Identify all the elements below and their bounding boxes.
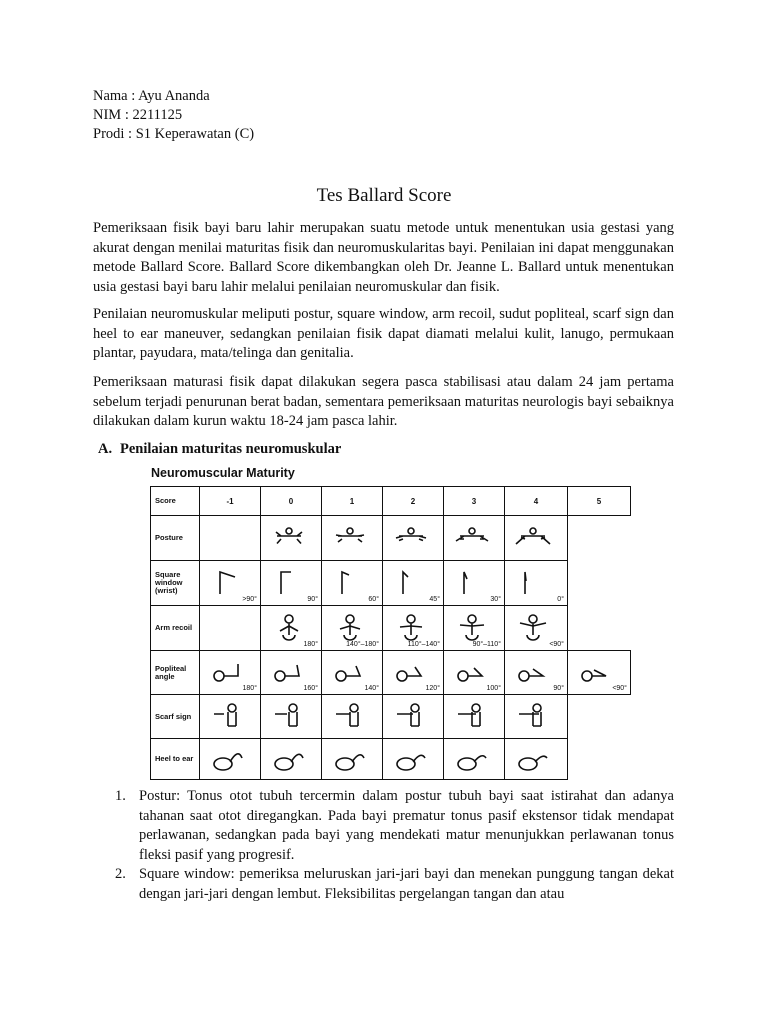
score-label: Score [155,496,176,505]
wrist-icon [452,566,492,596]
angle-label: 180° [303,641,318,648]
paragraph-timing: Pemeriksaan maturasi fisik dapat dilakukan segera pasca stabilisasi atau dalam 24 jam pertama sebelum terjadi penurunan berat badan, sementara pemeriksaan maturitas neurologis bayi sebaiknya dilakukan dalam kurun waktu 18-24 jam pasca lahir. [93,374,674,429]
row-label: Arm recoil [155,623,193,632]
score-column-header [505,487,568,516]
posture-icon [269,521,309,551]
angle-label: 45° [429,596,440,603]
score-value: 5 [596,496,602,506]
figure-cell [322,561,383,606]
section-title: Penilaian maturitas neuromuskular [120,441,342,457]
score-value: 4 [533,496,539,506]
table-row [151,606,631,651]
figure-cell [200,516,261,561]
table-row [151,516,631,561]
figure-cell [383,651,444,695]
student-nim: NIM : 2211125 [93,107,183,123]
table-row [151,651,631,695]
figure-cell [505,695,568,739]
score-header-cell [151,487,200,516]
list-number: 2. [115,866,126,882]
paragraph-neuromuscular: Penilaian neuromuskular meliputi postur, square window, arm recoil, sudut popliteal, scarf sign dan heel to ear maneuver, sedangkan penilaian fisik dapat diamati melalui kulit, lanugo, permukaan plantar, payudara, mata/telinga dan genitalia. [93,306,674,361]
figure-cell [200,561,261,606]
score-column-header [322,487,383,516]
angle-label: 140° [364,685,379,692]
paragraph-intro: Pemeriksaan fisik bayi baru lahir merupakan suatu metode untuk menentukan usia gestasi yang akurat dengan menilai maturitas fisik dan neuromuskularitas bayi. Penilaian ini dapat menggunakan metode Ballard Score. Ballard Score dikembangkan oleh Dr. Jeanne L. Ballard untuk menentukan usia gestasi bayi baru lahir melalui penilaian neuromuskular dan fisik. [93,220,674,295]
figure-cell [505,561,568,606]
scarf-icon [391,700,431,730]
figure-cell [505,739,568,780]
score-column-header [200,487,261,516]
row-label: Heel to ear [155,754,194,763]
arm-recoil-icon [330,611,370,641]
figure-cell [261,651,322,695]
posture-icon [330,521,370,551]
scarf-icon [208,700,248,730]
arm-recoil-icon [391,611,431,641]
student-program: Prodi : S1 Keperawatan (C) [93,126,255,142]
angle-label: 160° [303,685,318,692]
list-text: Postur: Tonus otot tubuh tercermin dalam postur tubuh bayi saat istirahat dan adanya tahanan saat otot diregangkan. Pada bayi prematur tonus pasif ekstensor tidak mendapat perlawanan, sedangkan pada bayi yang mendekati matur menunjukkan perlawanan tonus fleksi pasif yang progresif. [139,788,674,863]
figure-cell [383,561,444,606]
angle-label: >90° [242,596,257,603]
figure-cell [444,516,505,561]
empty-cell [568,695,631,739]
angle-label: 30° [490,596,501,603]
scarf-icon [513,700,553,730]
list-number: 1. [115,788,126,804]
figure-cell [505,651,568,695]
figure-cell [444,651,505,695]
arm-recoil-icon [269,611,309,641]
scarf-icon [330,700,370,730]
figure-cell [505,516,568,561]
figure-cell [322,516,383,561]
figure-cell [261,606,322,651]
row-label-cell [151,606,200,651]
scarf-icon [269,700,309,730]
angle-label: 90° [307,596,318,603]
figure-cell [322,606,383,651]
section-heading [98,441,341,458]
figure-cell [261,561,322,606]
table-row [151,739,631,780]
posture-icon [391,521,431,551]
score-column-header [383,487,444,516]
heel-ear-icon [208,744,248,774]
row-label-cell [151,516,200,561]
angle-label: 110°–140° [407,641,440,648]
figure-cell [444,561,505,606]
figure-cell [383,516,444,561]
figure-cell [261,695,322,739]
angle-label: 90°–110° [472,641,501,648]
posture-icon [513,521,553,551]
row-label-cell [151,739,200,780]
row-label: Popliteal angle [155,663,187,681]
popliteal-icon [513,656,553,686]
figure-cell [322,651,383,695]
figure-cell [322,695,383,739]
row-label-cell [151,695,200,739]
figure-cell [505,606,568,651]
figure-cell [261,516,322,561]
popliteal-icon [269,656,309,686]
figure-cell [322,739,383,780]
list-item [93,787,674,865]
table-header-row [151,487,631,516]
table-row [151,561,631,606]
angle-label: 140°–180° [346,641,379,648]
neuromuscular-maturity-figure [150,466,645,776]
student-name: Nama : Ayu Ananda [93,88,210,104]
wrist-icon [391,566,431,596]
heel-ear-icon [391,744,431,774]
figure-cell [568,651,631,695]
neuromuscular-table [150,486,631,780]
angle-label: <90° [549,641,564,648]
empty-cell [568,606,631,651]
angle-label: 120° [425,685,440,692]
wrist-icon [208,566,248,596]
angle-label: 90° [553,685,564,692]
section-label: A. [98,441,113,457]
score-value: 0 [288,496,294,506]
arm-recoil-icon [452,611,492,641]
score-column-header [568,487,631,516]
figure-cell [444,695,505,739]
angle-label: 100° [486,685,501,692]
score-value: 1 [349,496,355,506]
score-column-header [261,487,322,516]
list-text: Square window: pemeriksa meluruskan jari-jari bayi dan menekan punggung tangan dekat dengan jari-jari dengan lembut. Fleksibilitas pergelangan tangan dan atau [139,866,674,902]
angle-label: 180° [242,685,257,692]
row-label: Posture [155,533,183,542]
figure-cell [383,606,444,651]
posture-icon [452,521,492,551]
empty-cell [568,561,631,606]
scarf-icon [452,700,492,730]
figure-cell [383,695,444,739]
figure-title: Neuromuscular Maturity [151,466,295,480]
arm-recoil-icon [513,611,553,641]
wrist-icon [513,566,553,596]
popliteal-icon [452,656,492,686]
figure-cell [444,606,505,651]
figure-cell [200,651,261,695]
popliteal-icon [208,656,248,686]
angle-label: <90° [612,685,627,692]
page-title: Tes Ballard Score [316,185,452,206]
angle-label: 60° [368,596,379,603]
row-label: Scarf sign [155,711,192,721]
heel-ear-icon [330,744,370,774]
table-row [151,695,631,739]
heel-ear-icon [452,744,492,774]
row-label-cell [151,561,200,606]
row-label: Square window (wrist) [155,570,183,595]
wrist-icon [330,566,370,596]
criteria-list [93,787,674,904]
figure-cell [200,606,261,651]
figure-cell [444,739,505,780]
figure-cell [200,695,261,739]
empty-cell [568,516,631,561]
list-item [93,865,674,904]
row-label-cell [151,651,200,695]
figure-cell [200,739,261,780]
popliteal-icon [576,656,616,686]
figure-cell [261,739,322,780]
popliteal-icon [391,656,431,686]
score-column-header [444,487,505,516]
figure-cell [383,739,444,780]
wrist-icon [269,566,309,596]
heel-ear-icon [513,744,553,774]
popliteal-icon [330,656,370,686]
angle-label: 0° [557,596,564,603]
empty-cell [568,739,631,780]
score-value: -1 [226,496,234,506]
score-value: 3 [471,496,477,506]
heel-ear-icon [269,744,309,774]
score-value: 2 [410,496,416,506]
